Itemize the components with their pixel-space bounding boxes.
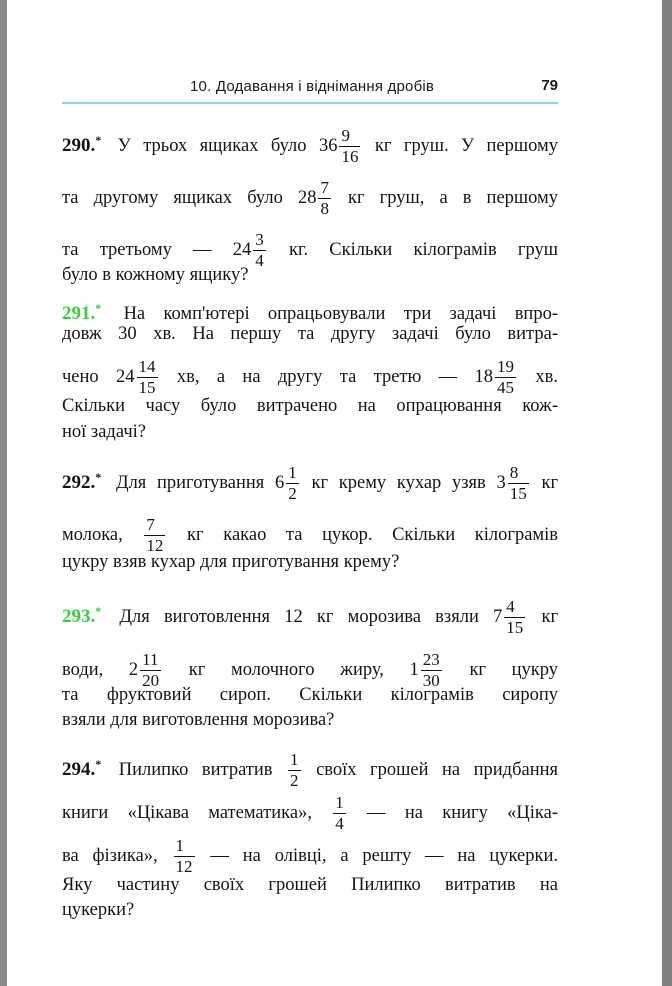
text: Для приготування	[115, 472, 265, 493]
problem-291-line-5: ної задачі?	[62, 422, 146, 442]
whole-part: 7	[493, 606, 503, 627]
whole-part: 6	[275, 472, 285, 493]
problem-292-number: 292.	[62, 471, 96, 493]
fraction: $\frac{9}{16}$	[341, 126, 359, 166]
whole-part: 1	[409, 659, 419, 680]
problem-290-number: 290.	[62, 134, 96, 156]
problem-291-line-4: Скільки часу було витрачено на опрацювання кож-	[62, 396, 558, 416]
problem-292-line-1	[62, 463, 558, 504]
text: та другому ящиках було	[62, 187, 283, 208]
fraction: $\frac{4}{15}$	[506, 597, 524, 637]
problem-293-line-3: та фруктовий сироп. Скільки кілограмів сиропу	[62, 685, 558, 705]
text: кг	[541, 472, 559, 493]
difficulty-star: *	[95, 603, 102, 618]
page-left-edge	[0, 0, 7, 986]
whole-part: 18	[474, 366, 494, 387]
fraction: $\frac{11}{20}$	[142, 650, 160, 690]
text: кг какао та цукор. Скільки кілограмів	[187, 524, 558, 545]
text: своїх грошей на придбання	[316, 759, 559, 780]
text: кг молочного жиру,	[188, 659, 384, 680]
fraction: $\frac{7}{8}$	[320, 178, 329, 218]
fraction: $\frac{3}{4}$	[255, 230, 264, 270]
difficulty-star: *	[95, 469, 102, 484]
problem-293-line-4: взяли для виготовлення морозива?	[62, 710, 335, 730]
text: та третьому —	[62, 239, 212, 260]
whole-part: 24	[116, 366, 135, 387]
problem-291-line-3	[62, 357, 558, 398]
text: води,	[62, 659, 104, 680]
text: ва фізика»,	[62, 845, 158, 866]
text: кг цукру	[469, 659, 559, 680]
text: кг груш, а в першому	[348, 187, 559, 208]
problem-290-line-2	[62, 178, 558, 219]
problem-292-line-2	[62, 515, 558, 556]
problem-291-line-1	[62, 297, 558, 325]
problem-294-line-2	[62, 793, 558, 834]
problem-294-line-3	[62, 836, 558, 877]
page-right-edge	[662, 0, 672, 986]
fraction: $\frac{23}{30}$	[422, 650, 440, 690]
page-header	[62, 76, 558, 104]
whole-part: 28	[297, 187, 317, 208]
fraction: $\frac{1}{12}$	[175, 836, 193, 876]
fraction: $\frac{1}{4}$	[335, 793, 344, 833]
fraction: $\frac{1}{2}$	[290, 750, 299, 790]
problem-294-line-1	[62, 750, 558, 791]
text: Для виготовлення 12 кг морозива взяли	[119, 606, 479, 627]
text: У трьох ящиках було	[117, 135, 307, 156]
chapter-title: 10. Додавання і віднімання дробів	[190, 78, 435, 95]
text: — на книгу «Ціка-	[367, 802, 558, 823]
text: чено	[62, 366, 99, 387]
problem-293-line-1	[62, 597, 558, 638]
text: На комп'ютері опрацьовували три задачі впро-	[123, 304, 558, 324]
problem-294-line-4: Яку частину своїх грошей Пилипко витратив на	[62, 875, 558, 895]
text: книги «Цікава математика»,	[62, 802, 312, 823]
fraction: $\frac{1}{2}$	[288, 463, 297, 503]
page-number: 79	[541, 77, 558, 94]
text: — на олівці, а решту — на цукерки.	[210, 845, 559, 866]
whole-part: 3	[496, 472, 506, 493]
fraction: $\frac{14}{15}$	[138, 357, 156, 397]
fraction: $\frac{7}{12}$	[146, 515, 164, 555]
problem-291-number: 291.	[62, 303, 96, 324]
problem-294-number: 294.	[62, 758, 96, 780]
difficulty-star: *	[95, 132, 102, 147]
text: кг	[541, 606, 559, 627]
text: молока,	[62, 524, 123, 545]
text: кг. Скільки кілограмів груш	[288, 239, 559, 260]
fraction: $\frac{8}{15}$	[509, 463, 527, 503]
difficulty-star: *	[95, 756, 102, 771]
text: кг крему кухар узяв	[311, 472, 486, 493]
text: Пилипко витратив	[118, 759, 273, 780]
whole-part: 24	[232, 239, 252, 260]
problem-290-line-4: було в кожному ящику?	[62, 265, 249, 285]
problem-290-line-1	[62, 126, 558, 167]
whole-part: 36	[318, 135, 338, 156]
fraction: $\frac{19}{45}$	[497, 357, 515, 397]
whole-part: 2	[128, 659, 139, 680]
problem-293-number: 293.	[62, 605, 96, 627]
problem-291-line-2: довж 30 хв. На першу та другу задачі було витра-	[62, 324, 558, 344]
text: хв.	[535, 366, 559, 387]
difficulty-star: *	[95, 301, 102, 315]
problem-292-line-3: цукру взяв кухар для приготування крему?	[62, 552, 400, 572]
problem-294-line-5: цукерки?	[62, 900, 135, 920]
text: кг груш. У першому	[374, 135, 558, 156]
text: хв, а на другу та третю —	[176, 366, 458, 387]
